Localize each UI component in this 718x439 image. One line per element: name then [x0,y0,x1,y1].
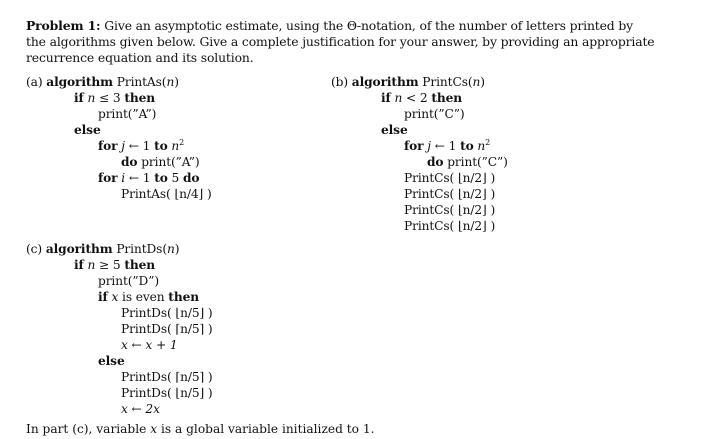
algo-c-else-assign: x ← 2x [121,402,160,416]
algo-c-if: if n ≥ 5 then [74,258,156,272]
algo-a-for-i: for i ← 1 to 5 do [98,171,200,185]
algo-c-then-call: PrintDs( ⌈n/5⌉ ) [121,322,213,336]
algo-b-print: print(”C”) [404,107,465,121]
algo-b-header: (b) algorithm PrintCs(n) [331,75,485,89]
algo-c-if-even: if x is even then [98,290,200,304]
problem-text: Give an asymptotic estimate, using the Θ-notation, of the number of letters printed by the algorithms given below. Give a complete justification for your answer, by providing an appropriate recurrence equation and its solution. [26,18,655,65]
algo-c-else-call: PrintDs( ⌊n/5⌋ ) [121,386,213,400]
algo-c-else: else [98,354,125,368]
algo-a-if: if n ≤ 3 then [74,91,156,105]
problem-statement [26,18,656,66]
algo-c-print: print(”D”) [98,274,160,288]
algo-b-for-j: for j ← 1 to $n^2$ [404,138,491,153]
algorithm-print-as [26,74,212,202]
algo-c-else-call: PrintDs( ⌈n/5⌉ ) [121,370,213,384]
algo-a-header: (a) algorithm PrintAs(n) [26,75,179,89]
algo-a-do-print: do print(”A”) [121,155,200,169]
algo-b-call: PrintCs( ⌊n/2⌋ ) [404,203,496,217]
algo-a-else: else [74,123,101,137]
algo-a-recursive-call: PrintAs( ⌊n/4⌋ ) [121,187,212,201]
algo-b-call: PrintCs( ⌊n/2⌋ ) [404,219,496,233]
algo-c-header: (c) algorithm PrintDs(n) [26,242,180,256]
algo-c-then-assign: x ← x + 1 [121,338,178,352]
algo-b-do-print: do print(”C”) [427,155,508,169]
problem-label: Problem 1: [26,18,101,33]
algo-c-then-call: PrintDs( ⌊n/5⌋ ) [121,306,213,320]
algo-b-call: PrintCs( ⌊n/2⌋ ) [404,171,496,185]
algo-b-else: else [381,123,408,137]
algo-a-print: print(”A”) [98,107,157,121]
algo-b-if: if n < 2 then [381,91,463,105]
algorithm-print-cs [331,74,508,234]
algorithm-print-ds [26,241,213,417]
footer-note: In part (c), variable x is a global variable initialized to 1. [26,422,375,436]
algo-b-call: PrintCs( ⌊n/2⌋ ) [404,187,496,201]
algo-a-for-j: for j ← 1 to $n^2$ [98,138,185,153]
